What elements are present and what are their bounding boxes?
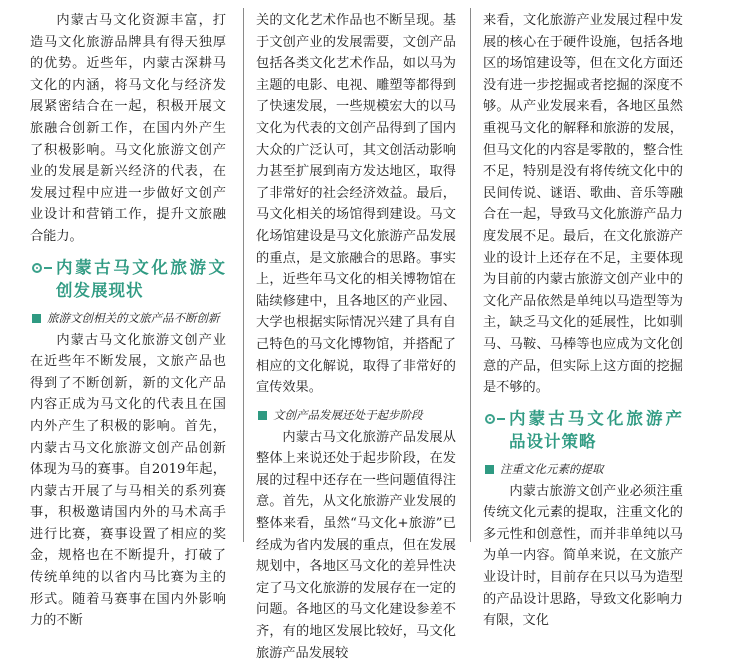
heading-marker-icon [483, 410, 509, 432]
column-divider [470, 8, 471, 542]
section-heading-text: 内蒙古马文化旅游文创发展现状 [56, 257, 226, 300]
column-3 [483, 10, 683, 632]
square-bullet-icon [485, 465, 494, 474]
square-bullet-icon [258, 411, 267, 420]
paragraph: 关的文化艺术作品也不断呈现。基于文创产业的发展需要，文创产品包括各类文化艺术作品，如以马为主题的电影、电视、雕塑等都得到了快速发展，一些规模宏大的以马文化为代表的文创产品得到了国内大众的广泛认可，其文创活动影响力甚至扩展到南方发达地区，取得了非常好的社会经济效益。最后，马文化相关的场馆得到建设。马文化场馆建设是马文化旅游产品发展的重点，是文旅融合的思路。事实上，近些年马文化的相关博物馆在陆续修建中，且各地区的产业园、大学也根据实际情况兴建了具有自己特色的马文化博物馆，并搭配了相应的文化解说，取得了非常好的宣传效果。 [256, 13, 456, 396]
square-bullet-icon [32, 314, 41, 323]
subheading-text: 旅游文创相关的文旅产品不断创新 [47, 310, 220, 325]
paragraph: 来看，文化旅游产业发展过程中发展的核心在于硬件设施，包括各地区的场馆建设等，但在文化方面还没有进一步挖掘或者挖掘的深度不够。从产业发展来看，各地区虽然重视马文化的解释和旅游的发展，但马文化的内容是零散的，整合性不足，特别是没有将传统文化中的民间传说、谜语、歌曲、音乐等融合在一起，导致马文化旅游产品力度发展不足。最后，在文化旅游产业的设计上还存在不足，主要体现为目前的内蒙古旅游文创产业中的文化产品依然是单纯以马造型等为主，缺乏马文化的延展性，比如驯马、马鞍、马棒等也应成为文化创意的产品，但实际上这方面的挖掘是不够的。 [483, 13, 683, 396]
subheading-text: 注重文化元素的提取 [500, 461, 604, 476]
subheading [30, 308, 226, 328]
subheading-text: 文创产品发展还处于起步阶段 [273, 407, 423, 422]
paragraph: 内蒙古马文化旅游产品发展从整体上来说还处于起步阶段，在发展的过程中还存在一些问题值得注意。首先，从文化旅游产业发展的整体来看，虽然“马文化+旅游”已经成为省内发展的重点，但在发展规划中，各地区马文化的差异性决定了马文化旅游的发展存在一定的问题。各地区的马文化建设参差不齐，有的地区发展比较好，马文化旅游产品发展较 [256, 429, 456, 661]
paragraph: 内蒙古旅游文创产业必须注重传统文化元素的提取，注重文化的多元性和创意性，而并非单纯以马为单一内容。简单来说，在文旅产业设计时，目前存在只以马为造型的产品设计思路，导致文化影响力有限，文化 [483, 483, 683, 629]
section-heading [30, 256, 226, 302]
section-heading-text: 内蒙古马文化旅游产品设计策略 [509, 408, 683, 451]
subheading [483, 459, 683, 479]
column-divider [243, 8, 244, 542]
paragraph: 内蒙古马文化资源丰富，打造马文化旅游品牌具有得天独厚的优势。近些年，内蒙古深耕马文化的内涵，将马文化与经济发展紧密结合在一起，积极开展文旅融合创新工作，在国内外产生了积极影响。马文化旅游文创产业的发展是新兴经济的代表，在发展过程中应进一步做好文创产业设计和营销工作，提升文旅融合能力。 [30, 13, 226, 244]
subheading [256, 405, 456, 425]
paragraph: 内蒙古马文化旅游文创产业在近些年不断发展，文旅产品也得到了不断创新，新的文化产品内容正成为马文化的代表且在国内外产生了积极的影响。首先，内蒙古马文化旅游文创产品创新体现为马的赛事。自2019年起，内蒙古开展了与马相关的系列赛事，积极邀请国内外的马术高手进行比赛，赛事设置了相应的奖金，规格也在不断提升，打破了传统单纯的以省内马比赛为主的形式。随着马赛事在国内外影响力的不断 [30, 332, 226, 629]
column-2 [256, 10, 456, 664]
section-heading [483, 407, 683, 453]
column-1 [30, 10, 226, 632]
heading-marker-icon [30, 259, 56, 281]
